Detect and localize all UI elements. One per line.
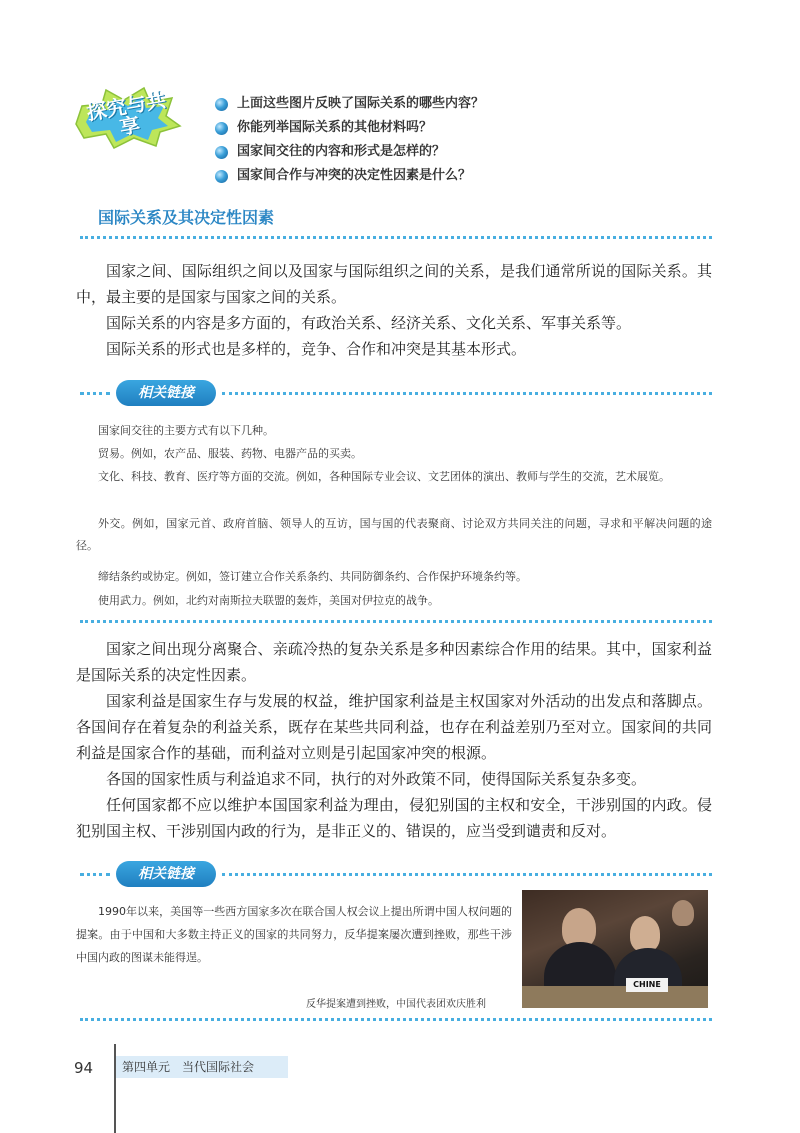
divider [80, 392, 110, 395]
body-paragraph: 国家之间出现分离聚合、亲疏冷热的复杂关系是多种因素综合作用的结果。其中，国家利益是国际关系的决定性因素。 [76, 640, 712, 684]
list-item: 你能列举国际关系的其他材料吗？ [215, 116, 735, 140]
link-text: 1990年以来，美国等一些西方国家多次在联合国人权会议上提出所谓中国人权问题的提案。由于中国和大多数主持正义的国家的共同努力，反华提案屡次遭到挫败，那些干涉中国内政的图谋未能得逞。 [76, 905, 512, 964]
explore-question-list [215, 92, 735, 188]
delegation-photo [522, 890, 708, 1008]
intro-paragraph: 国家之间、国际组织之间以及国家与国际组织之间的关系，是我们通常所说的国际关系。其中，最主要的是国家与国家之间的关系。 [76, 262, 712, 306]
bullet-icon [215, 146, 228, 159]
link-text-line: 使用武力。例如，北约对南斯拉夫联盟的轰炸，美国对伊拉克的战争。 [98, 594, 439, 607]
intro-paragraph: 国际关系的形式也是多样的，竞争、合作和冲突是其基本形式。 [106, 340, 527, 358]
person-face [630, 916, 660, 952]
desk [522, 986, 708, 1008]
explore-badge-label: 探究与共享 [84, 87, 168, 140]
bullet-icon [215, 122, 228, 135]
bullet-icon [215, 98, 228, 111]
body-paragraph: 国家利益是国家生存与发展的权益，维护国家利益是主权国家对外活动的出发点和落脚点。各国间存在着复杂的利益关系，既存在某些共同利益，也存在利益差别乃至对立。国家间的共同利益是国家合作的基础，而利益对立则是引起国家冲突的根源。 [76, 692, 712, 762]
related-link-label: 相关链接 [116, 380, 216, 406]
page-number: 94 [74, 1059, 94, 1077]
country-placard: CHINE [626, 978, 668, 992]
divider [80, 620, 712, 623]
link-text-line: 文化、科技、教育、医疗等方面的交流。例如，各种国际专业会议、文艺团体的演出、教师与学生的交流，艺术展览。 [98, 470, 670, 483]
related-link-label: 相关链接 [116, 861, 216, 887]
bullet-icon [215, 170, 228, 183]
body-paragraph: 各国的国家性质与利益追求不同，执行的对外政策不同，使得国际关系复杂多变。 [106, 770, 647, 788]
intro-paragraph: 国际关系的内容是多方面的，有政治关系、经济关系、文化关系、军事关系等。 [106, 314, 632, 332]
divider [80, 236, 712, 239]
unit-title: 第四单元 当代国际社会 [116, 1056, 288, 1078]
list-item: 上面这些图片反映了国际关系的哪些内容？ [215, 92, 735, 116]
link-text-line: 贸易。例如，农产品、服装、药物、电器产品的买卖。 [98, 447, 362, 460]
divider [80, 1018, 712, 1021]
divider [222, 392, 712, 395]
link-text-line: 缔结条约或协定。例如，签订建立合作关系条约、共同防御条约、合作保护环境条约等。 [98, 570, 527, 583]
divider [80, 873, 110, 876]
link-text-line: 国家间交往的主要方式有以下几种。 [98, 424, 274, 437]
divider [222, 873, 712, 876]
body-paragraph: 任何国家都不应以维护本国国家利益为理由，侵犯别国的主权和安全，干涉别国的内政。侵犯别国主权、干涉别国内政的行为，是非正义的、错误的，应当受到谴责和反对。 [76, 796, 712, 840]
section-title: 国际关系及其决定性因素 [98, 208, 275, 227]
list-item: 国家间合作与冲突的决定性因素是什么？ [215, 164, 735, 188]
person-face [672, 900, 694, 926]
list-item: 国家间交往的内容和形式是怎样的？ [215, 140, 735, 164]
link-text-line: 外交。例如，国家元首、政府首脑、领导人的互访，国与国的代表聚商、讨论双方共同关注的问题，寻求和平解决问题的途径。 [76, 517, 712, 552]
photo-caption: 反华提案遭到挫败，中国代表团欢庆胜利 [306, 999, 486, 1010]
